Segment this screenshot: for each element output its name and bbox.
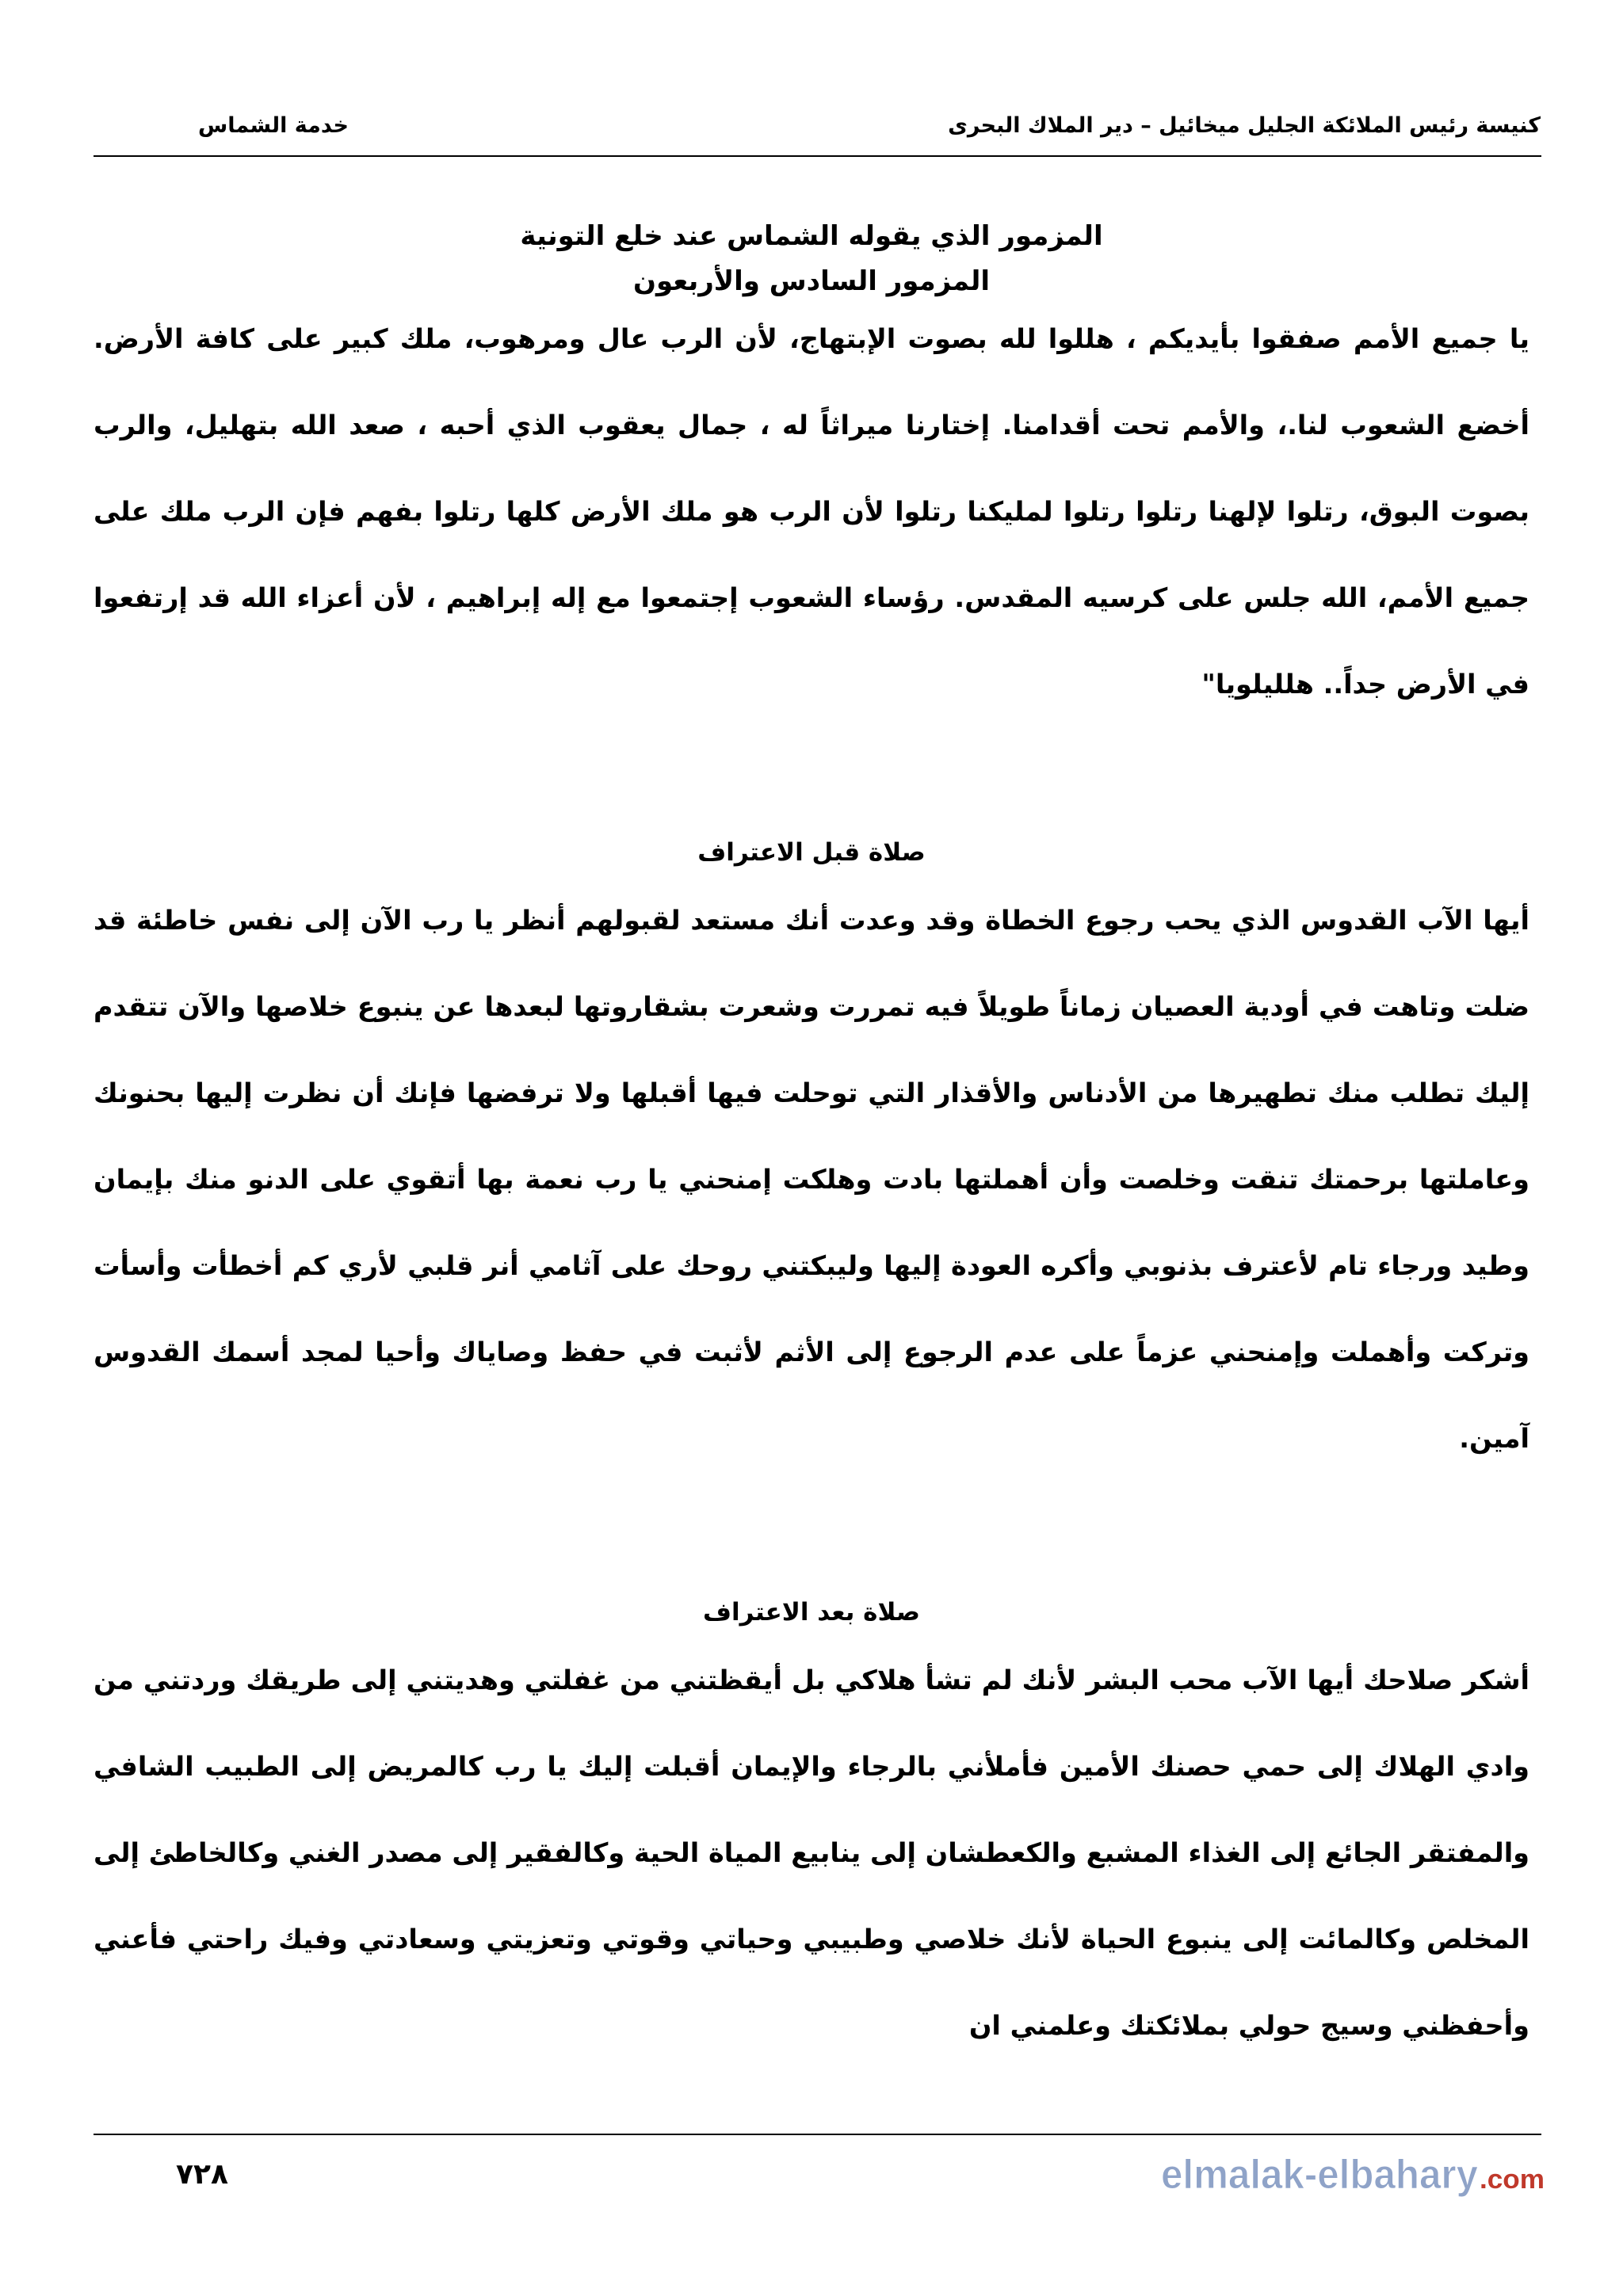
- header-section-name: خدمة الشماس: [198, 113, 349, 138]
- footer-rule: [94, 2134, 1541, 2135]
- header-church-name: كنيسة رئيس الملائكة الجليل ميخائيل – دير الملاك البحرى: [948, 113, 1541, 138]
- watermark-suffix-text: .com: [1480, 2164, 1545, 2195]
- site-watermark-logo: [1161, 2150, 1547, 2198]
- prayer-after-confession-title: صلاة بعد الاعتراف: [703, 1598, 920, 1627]
- psalm-text: يا جميع الأمم صفقوا بأيديكم ، هللوا لله بصوت الإبتهاج، لأن الرب عال ومرهوب، ملك كبير على كافة الأرض. أخضع الشعوب لنا.، والأمم تحت أقدامنا. إختارنا ميراثاً له ، جمال يعقوب الذي أحبه ، صعد الله بتهليل، والرب بصوت البوق، رتلوا لإلهنا رتلوا رتلوا لمليكنا رتلوا لأن الرب هو ملك الأرض كلها رتلوا بفهم فإن الرب ملك على جميع الأمم، الله جلس على كرسيه المقدس. رؤساء الشعوب إجتمعوا مع إله إبراهيم ، لأن أعزاء الله قد إرتفعوا في الأرض جداً.. هلليلويا": [94, 323, 1529, 700]
- page-number: ٧٢٨: [176, 2158, 228, 2191]
- prayer-before-confession-title: صلاة قبل الاعتراف: [697, 838, 926, 867]
- prayer-after-confession-text: أشكر صلاحك أيها الآب محب البشر لأنك لم تشأ هلاكي بل أيقظتني من غفلتي وهديتني إلى طريقك وردتني من وادي الهلاك إلى حمي حصنك الأمين فأملأني بالرجاء والإيمان أقبلت إليك يا رب كالمريض إلى الطبيب الشافي والمفتقر الجائع إلى الغذاء المشبع والكعطشان إلى ينابيع المياة الحية وكالفقير إلى مصدر الغني وكالخاطئ إلى المخلص وكالمائت إلى ينبوع الحياة لأنك خلاصي وطبيبي وحياتي وقوتي وتعزيتي وسعادتي وفيك راحتي فأعني وأحفظني وسيج حولي بملائكتك وعلمني ان: [94, 1665, 1529, 2041]
- prayer-before-confession-text: أيها الآب القدوس الذي يحب رجوع الخطاة وقد وعدت أنك مستعد لقبولهم أنظر يا رب الآن إلى نفس خاطئة قد ضلت وتاهت في أودية العصيان زماناً طويلاً فيه تمررت وشعرت بشقاروتها لبعدها عن ينبوع خلاصها والآن تتقدم إليك تطلب منك تطهيرها من الأدناس والأقذار التي توحلت فيها أقبلها ولا ترفضها فإنك أن نظرت إليها بحنونك وعاملتها برحمتك تنقت وخلصت وأن أهملتها بادت وهلكت إمنحني يا رب نعمة بها أتقوي على الدنو منك بإيمان وطيد ورجاء تام لأعترف بذنوبي وأكره العودة إليها وليبكتني روحك على آثامي أنر قلبي لأري كم أخطأت وأسأت وتركت وأهملت وإمنحني عزماً على عدم الرجوع إلى الأثم لأثبت في حفظ وصاياك وأحيا لمجد أسمك القدوس آمين.: [94, 905, 1529, 1454]
- watermark-main-text: elmalak-elbahary: [1161, 2152, 1479, 2198]
- psalm-title: المزمور الذي يقوله الشماس عند خلع التونية: [520, 220, 1103, 252]
- header-rule: [94, 155, 1541, 157]
- psalm-subtitle: المزمور السادس والأربعون: [632, 265, 991, 297]
